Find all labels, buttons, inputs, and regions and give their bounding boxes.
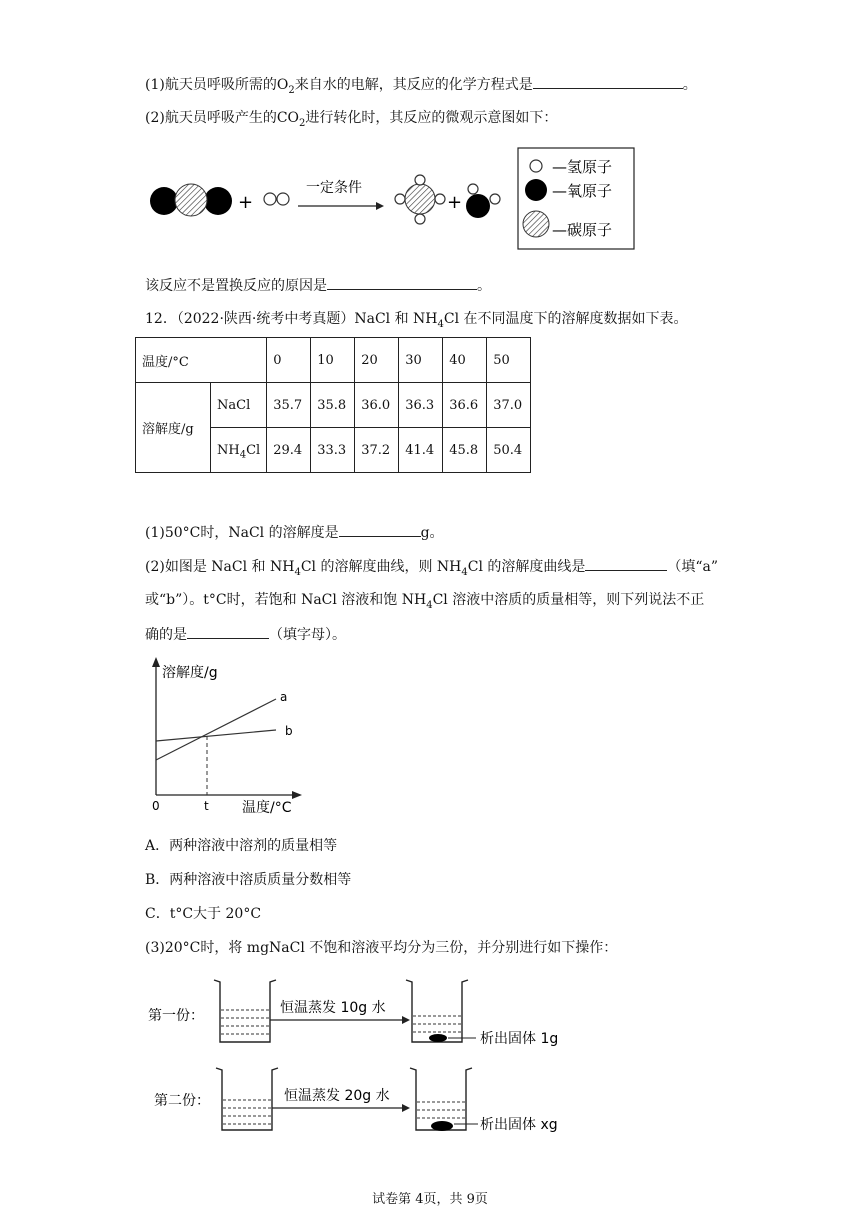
table-row <box>136 338 531 383</box>
nh4cl-label-tail: Cl <box>246 442 261 458</box>
nh4cl-label: NH <box>217 442 240 458</box>
co2-formula: CO <box>276 110 300 126</box>
hydrogen-atom <box>415 214 425 224</box>
beaker <box>406 980 468 1042</box>
arrow-head <box>376 202 384 210</box>
o2-subscript: 2 <box>288 84 295 96</box>
beaker-row-2 <box>154 1068 558 1133</box>
q12-part3: (3)20°C时，将 mgNaCl 不饱和溶液平均分为三份，并分别进行如下操作： <box>145 940 618 956</box>
hydrogen-legend-icon <box>530 160 542 172</box>
result-label: 析出固体 1g <box>480 1031 559 1047</box>
table-cell: 20 <box>355 338 399 383</box>
part2-text: （填字母）。 <box>269 627 346 643</box>
solubility-table <box>135 337 531 473</box>
oxygen-atom <box>466 194 490 218</box>
subscript: 4 <box>461 566 468 578</box>
beaker <box>214 980 276 1042</box>
subscript: 4 <box>437 318 444 330</box>
answer-blank[interactable] <box>327 275 477 290</box>
q12-part2-line3 <box>145 624 346 645</box>
beaker-row-1 <box>148 980 558 1047</box>
table-cell: 10 <box>311 338 355 383</box>
table-cell: 30 <box>399 338 443 383</box>
hydrogen-atom <box>468 184 478 194</box>
table-cell: 35.7 <box>267 383 311 428</box>
table-cell: 37.2 <box>355 428 399 473</box>
table-row <box>136 383 531 428</box>
part2-text: Cl 的溶解度曲线是 <box>467 559 586 575</box>
option-a: A．两种溶液中溶剂的质量相等 <box>145 838 338 854</box>
part2-text: 或“b”）。t°C时，若饱和 NaCl 溶液和饱 NH <box>145 592 427 608</box>
precipitate <box>429 1034 447 1042</box>
q12-intro-prefix: 12．（2022·陕西·统考中考真题）NaCl 和 NH <box>145 311 438 327</box>
q11-part2-line <box>145 108 557 128</box>
beaker <box>216 1068 278 1130</box>
carbon-atom <box>405 184 435 214</box>
answer-blank[interactable] <box>339 522 421 537</box>
legend-oxygen: —氧原子 <box>552 182 613 200</box>
solubility-curve-graph <box>140 655 310 820</box>
option-c: C．t°C大于 20°C <box>145 906 262 922</box>
curve-a <box>156 699 276 760</box>
table-cell: 29.4 <box>267 428 311 473</box>
q12-intro-suffix: Cl 在不同温度下的溶解度数据如下表。 <box>443 311 688 327</box>
hydrogen-atom <box>490 194 500 204</box>
part2-text: （填“a” <box>667 559 719 575</box>
table-cell: 36.3 <box>399 383 443 428</box>
x-axis-label: 温度/°C <box>242 800 292 816</box>
arrow-head <box>402 1104 410 1112</box>
substance-name <box>211 383 267 428</box>
table-cell: 36.0 <box>355 383 399 428</box>
period: 。 <box>477 278 491 294</box>
portion-label: 第二份： <box>154 1093 210 1109</box>
answer-blank[interactable] <box>187 624 269 639</box>
hydrogen-atom <box>435 194 445 204</box>
q12-part2-line1 <box>145 556 718 577</box>
curve-b-label: b <box>285 724 293 738</box>
co2-subscript: 2 <box>299 117 306 129</box>
table-cell: 45.8 <box>443 428 487 473</box>
ch4-molecule <box>395 175 445 224</box>
curve-b <box>156 730 276 741</box>
plus-sign: + <box>447 192 463 213</box>
part2-text: (2)如图是 NaCl 和 NH <box>145 559 295 575</box>
q11-part2-suffix: 进行转化时，其反应的微观示意图如下： <box>305 110 558 126</box>
x-axis-arrow <box>292 791 302 799</box>
oxygen-atom <box>150 187 178 215</box>
legend-hydrogen: —氢原子 <box>552 158 613 176</box>
origin-label: 0 <box>152 799 160 813</box>
precipitate <box>431 1121 453 1131</box>
t-label: t <box>204 799 209 813</box>
q11-part1-line <box>145 74 697 95</box>
q12-intro <box>145 309 688 329</box>
q11-part2-prefix: (2)航天员呼吸产生的 <box>145 110 277 126</box>
subscript: 4 <box>426 599 433 611</box>
process-label: 恒温蒸发 20g 水 <box>284 1088 390 1104</box>
q11-part1-prefix: (1)航天员呼吸所需的 <box>145 77 277 93</box>
beaker <box>410 1068 472 1130</box>
table-cell: 50 <box>487 338 531 383</box>
evaporation-diagram <box>140 968 580 1143</box>
portion-label: 第一份： <box>148 1008 204 1024</box>
solubility-label: 溶解度/g <box>136 383 211 473</box>
reason-prefix: 该反应不是置换反应的原因是 <box>145 278 327 294</box>
y-axis-label: 溶解度/g <box>162 665 218 681</box>
oxygen-atom <box>204 187 232 215</box>
reaction-diagram <box>140 142 640 254</box>
part1-suffix: g。 <box>420 525 444 541</box>
q12-part1 <box>145 522 444 543</box>
carbon-atom <box>175 184 207 216</box>
hydrogen-atom <box>264 193 276 205</box>
subscript: 4 <box>294 566 301 578</box>
table-cell: 33.3 <box>311 428 355 473</box>
subscript: 4 <box>239 449 247 461</box>
page-footer: 试卷第 4页，共 9页 <box>372 1192 488 1207</box>
temp-header: 温度/°C <box>136 338 267 383</box>
answer-blank[interactable] <box>533 74 683 89</box>
curve-a-label: a <box>280 690 288 704</box>
nacl-label: NaCl <box>217 397 251 413</box>
arrow-head <box>402 1016 410 1024</box>
reaction-condition: 一定条件 <box>306 180 362 196</box>
part2-text: Cl 的溶解度曲线，则 NH <box>300 559 462 575</box>
q12-part2-line2 <box>145 590 704 610</box>
table-cell: 0 <box>267 338 311 383</box>
y-axis-arrow <box>152 657 160 667</box>
carbon-legend-icon <box>523 211 549 237</box>
hydrogen-atom <box>395 194 405 204</box>
period: 。 <box>682 77 697 93</box>
plus-sign: + <box>238 192 254 213</box>
atom-legend <box>518 148 634 249</box>
part1-prefix: (1)50°C时，NaCl 的溶解度是 <box>145 525 339 541</box>
q11-reason-line <box>145 275 491 296</box>
table-cell: 36.6 <box>443 383 487 428</box>
table-cell: 50.4 <box>487 428 531 473</box>
legend-carbon: —碳原子 <box>552 221 613 239</box>
substance-name <box>211 428 267 473</box>
process-label: 恒温蒸发 10g 水 <box>280 1000 386 1016</box>
table-cell: 41.4 <box>399 428 443 473</box>
oxygen-legend-icon <box>525 179 547 201</box>
o2-formula: O <box>276 77 289 93</box>
option-b: B．两种溶液中溶质质量分数相等 <box>145 872 352 888</box>
h2o-molecule <box>466 184 500 218</box>
part2-text: Cl 溶液中溶质的质量相等，则下列说法不正 <box>432 592 705 608</box>
part2-text: 确的是 <box>145 627 187 643</box>
answer-blank[interactable] <box>585 556 667 571</box>
table-cell: 40 <box>443 338 487 383</box>
q11-part1-suffix: 来自水的电解，其反应的化学方程式是 <box>294 77 533 93</box>
result-label: 析出固体 xg <box>480 1117 558 1133</box>
hydrogen-atom <box>415 175 425 185</box>
h2-molecule <box>264 193 289 205</box>
table-cell: 37.0 <box>487 383 531 428</box>
co2-molecule <box>150 184 232 216</box>
table-cell: 35.8 <box>311 383 355 428</box>
hydrogen-atom <box>277 193 289 205</box>
